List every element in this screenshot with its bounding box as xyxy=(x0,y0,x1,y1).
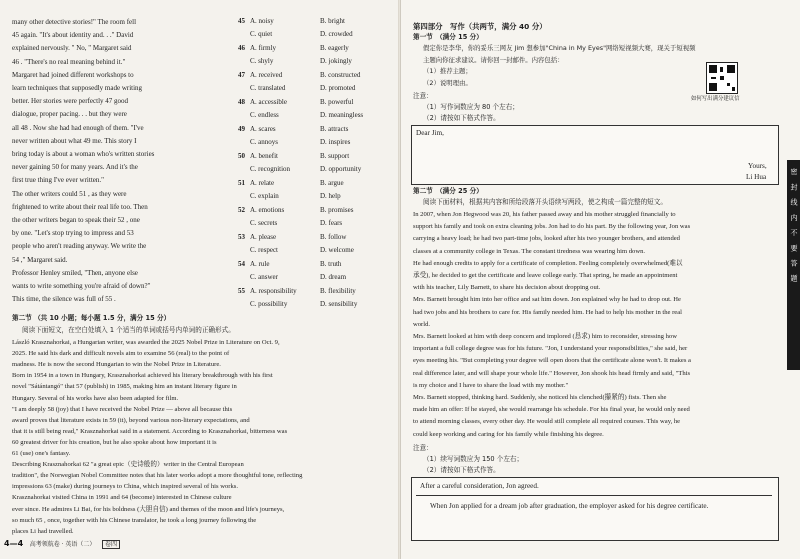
grammar-line: 2025. He said his dark and difficult novels aim to examine 56 (real) to the point of xyxy=(12,350,230,358)
story-line: important a full college degree was for his future. "Jon, I understand your responsibilities," she said, her xyxy=(413,345,688,353)
option-c: C. shyly xyxy=(250,57,274,65)
section2-instruction: 阅读下面短文，在空白处填入 1 个适当的单词或括号内单词的正确形式。 xyxy=(22,326,235,334)
option-c: C. endless xyxy=(250,111,279,119)
grammar-line: ever since. He admires Li Bai, for his boldness (大胆自信) and themes of the moon and life's journeys, xyxy=(12,505,285,513)
story-line: classes at a community college in Texas. The constant tiredness was wearing him down. xyxy=(413,247,646,255)
cloze-line: never gaining 50 for many years. And it's the xyxy=(12,163,138,172)
option-d: D. welcome xyxy=(320,246,354,254)
option-number: 47 xyxy=(238,71,245,79)
option-number: 54 xyxy=(238,260,245,268)
cloze-line: 46 . "There's no real meaning behind it." xyxy=(12,57,126,66)
box-divider xyxy=(416,495,772,496)
option-number: 49 xyxy=(238,125,245,133)
part4-heading: 第四部分 写作（共两节，满分 40 分） xyxy=(413,22,547,31)
s2-note-2: （2）请按如下格式作答。 xyxy=(423,466,500,474)
option-d: D. jokingly xyxy=(320,57,352,65)
grammar-line: "I am deeply 58 (joy) that I have received the Nobel Prize — above all because this xyxy=(12,405,233,413)
option-a: A. noisy xyxy=(250,17,274,25)
qr-caption: 如何写出满分建议信 xyxy=(691,96,740,102)
option-number: 45 xyxy=(238,17,245,25)
grammar-line: Krasznahorkai visited China in 1991 and 64 (become) interested in Chinese culture xyxy=(12,494,232,502)
story-line: made him an offer: If he stayed, she would rearrange his schedule. For his final year, he would only need xyxy=(413,406,690,414)
footer-title: 高考领航卷 · 英语（二） xyxy=(29,541,96,548)
box-line-2: When Jon applied for a dream job after graduation, the employer asked for his degree certificate. xyxy=(430,502,709,510)
grammar-line: László Krasznahorkai, a Hungarian writer, was awarded the 2025 Nobel Prize in Literature on Oct. 9, xyxy=(12,339,280,346)
option-b: B. promises xyxy=(320,206,354,214)
option-a: A. scares xyxy=(250,125,276,133)
story-line: could keep working and caring for his family while finishing his degree. xyxy=(413,430,604,438)
story-line: world. xyxy=(413,320,431,328)
grammar-line: Hungary. Several of his works have also been adapted for film. xyxy=(12,394,179,402)
story-line: had two jobs and his brothers to care for. His family needed him. He had to help his mother in the real xyxy=(413,308,682,316)
story-line: eyes meeting his. "But completing your degree will open doors that the certificate alone won't. It makes a xyxy=(413,357,691,365)
story-line: carrying a heavy load; he had two part-time jobs, looked after his two younger brothers, and attended xyxy=(413,235,680,243)
option-number: 46 xyxy=(238,44,245,52)
grammar-line: award proves that literature exists in 59 (it), beyond various non-literary expectations, and xyxy=(12,416,250,424)
option-c: C. answer xyxy=(250,273,278,281)
seal-line-tab xyxy=(787,160,800,370)
option-number: 48 xyxy=(238,98,245,106)
story-line: In 2007, when Jon Hegwood was 20, his father passed away and his mother struggled financially to xyxy=(413,211,676,218)
option-a: A. responsibility xyxy=(250,287,297,295)
continuation-answer-box[interactable] xyxy=(411,477,779,541)
section2-heading: 第二节 （共 10 小题；每小题 1.5 分，满分 15 分） xyxy=(12,314,171,322)
grammar-line: places Li had travelled. xyxy=(12,527,74,535)
option-c: C. quiet xyxy=(250,30,273,38)
cloze-line: many other detective stories!" The room fell xyxy=(12,18,137,26)
option-b: B. truth xyxy=(320,260,342,268)
option-a: A. benefit xyxy=(250,152,278,160)
story-line: to attend morning classes, every other day. He would still complete all required courses. This way, he xyxy=(413,418,681,426)
cloze-line: the other writers began to speak their 52 , one xyxy=(12,216,140,224)
right-page xyxy=(400,0,800,559)
letter-closing: Yours, xyxy=(748,162,767,170)
s2-note-1: （1）续写词数应为 150 个左右； xyxy=(423,455,524,463)
option-d: D. help xyxy=(320,192,341,200)
letter-greeting: Dear Jim, xyxy=(416,129,444,137)
note-label-2: 注意： xyxy=(413,444,433,452)
option-b: B. flexibility xyxy=(320,287,356,295)
story-line: support his family and took on extra cleaning jobs. Jon had to do his part. By the following year, Jon was xyxy=(413,223,691,231)
cloze-line: 54 ," Margaret said. xyxy=(12,255,68,264)
story-line: is my choice and I have to share the load with my mother." xyxy=(413,381,569,389)
s1-note-1: （1）写作词数应为 80 个左右； xyxy=(423,103,519,111)
option-number: 50 xyxy=(238,152,245,160)
option-a: A. firmly xyxy=(250,44,277,52)
story-line: He had enough credits to apply for a certificate of completion. Feeling completely overwhelmed(难以 xyxy=(413,259,683,267)
option-c: C. recognition xyxy=(250,165,291,173)
option-b: B. powerful xyxy=(320,98,354,106)
grammar-line: madness. He is now the second Hungarian to win the Nobel Prize in Literature. xyxy=(12,361,221,369)
grammar-line: impressions 63 (make) during journeys to China, which inspired several of his works. xyxy=(12,483,238,491)
option-d: D. fears xyxy=(320,219,343,227)
grammar-line: Born in 1954 in a town in Hungary, Krasznahorkai achieved his literary breakthrough with his first xyxy=(12,372,273,380)
footer-badge: 卷四 xyxy=(102,540,120,549)
story-line: real difference later, and will shape your whole life." However, Jon shook his head firmly and said, "This xyxy=(413,369,691,377)
prompt-line: 假定你是李华，你的妥乐三网友 Jim 想参加"China in My Eyes"网络短视频大赛，现关于短视频 xyxy=(423,44,696,52)
seal-line-text: 密 封 线 内 不 要 答 题 xyxy=(790,168,798,285)
option-d: D. dream xyxy=(320,273,347,281)
grammar-line: tradition", the Norwegian Nobel Committee notes that his later works adopt a more thoughtful tone, reflecting xyxy=(12,472,303,480)
grammar-line: so much 65 , once, together with his Chinese translator, he took a long journey following the xyxy=(12,516,257,524)
cloze-line: by one. "Let's stop trying to impress and 53 xyxy=(12,229,134,238)
option-c: C. possibility xyxy=(250,300,288,308)
cloze-line: bring today is about a woman who's written stories xyxy=(12,150,155,158)
option-a: A. accessible xyxy=(250,98,287,106)
option-d: D. sensibility xyxy=(320,300,358,308)
prompt-line: 主题向你征求建议。请你回一封邮件。内容包括： xyxy=(423,55,564,64)
option-b: B. eagerly xyxy=(320,44,349,52)
cloze-line: The other writers could 51 , as they were xyxy=(12,189,127,198)
prompt-line: （1）推荐主题； xyxy=(423,67,472,75)
option-d: D. crowded xyxy=(320,30,353,38)
cloze-line: Professor Henley smiled, "Then, anyone else xyxy=(12,268,138,277)
cloze-line: people who aren't reading anyway. We write the xyxy=(12,242,147,251)
s1-note-2: （2）请按如下格式作答。 xyxy=(423,114,500,122)
cloze-line: all 48 . Now she had had enough of them. "I've xyxy=(12,123,144,132)
option-b: B. follow xyxy=(320,233,347,241)
cloze-line: Margaret had joined different workshops to xyxy=(12,70,134,79)
section2-instruction-right: 阅读下面材料，根据其内容和所给段落开头语续写两段，使之构成一篇完整的短文。 xyxy=(423,198,667,206)
section2-heading-right: 第二节 （满分 25 分） xyxy=(413,187,483,195)
cloze-line: learn techniques that supposedly made writing xyxy=(12,84,143,92)
option-d: D. opportunity xyxy=(320,165,362,173)
option-b: B. constructed xyxy=(320,71,361,79)
cloze-line: better. Her stories were perfectly 47 good xyxy=(12,97,129,106)
option-d: D. promoted xyxy=(320,84,356,92)
cloze-line: never written about what 49 me. This story I xyxy=(12,136,137,145)
story-line: Mrs. Barnett looked at him with deep concern and implored (恳求) him to reconsider, stressing how xyxy=(413,333,677,340)
option-a: A. received xyxy=(250,71,283,79)
story-line: 承受), he decided to get the certificate and leave college early. That spring, he made an appointment xyxy=(413,272,678,279)
option-number: 51 xyxy=(238,179,245,187)
cloze-line: dialogue, proper pacing. . . but they were xyxy=(12,110,127,119)
option-number: 53 xyxy=(238,233,245,241)
grammar-line: Describing Krasznahorkai 62 "a great epic（史诗般的）writer in the Central European xyxy=(12,461,244,469)
story-line: Mrs. Barnett stopped, thinking hard. Suddenly, she noticed his clenched(攥紧的) fists. Then she xyxy=(413,394,667,401)
page-footer xyxy=(4,539,120,548)
grammar-line: 60 greatest driver for his creation, but he also spoke about how important it is xyxy=(12,438,217,446)
box-line-1: After a careful consideration, Jon agreed. xyxy=(420,482,539,490)
story-line: Mrs. Barnett brought him into her office and sat him down. Jon explained why he had to drop out. He xyxy=(413,296,681,304)
option-d: D. meaningless xyxy=(320,111,364,119)
option-a: A. rule xyxy=(250,260,270,268)
cloze-line: wants to write something you're afraid of down?" xyxy=(12,282,151,290)
option-c: C. translated xyxy=(250,84,286,92)
cloze-line: frightened to write about their real life too. Then xyxy=(12,202,148,211)
qr-code-icon xyxy=(706,62,738,94)
grammar-line: novel "Sátántangó" that 57 (publish) in 1985, making him an instant literary figure in xyxy=(12,383,237,391)
option-c: C. explain xyxy=(250,192,279,200)
cloze-line: explained nervously. " No, " Margaret said xyxy=(12,44,132,53)
cloze-line: This time, the silence was full of 55 . xyxy=(12,295,116,304)
option-b: B. attracts xyxy=(320,125,349,133)
option-a: A. relate xyxy=(250,179,275,187)
grammar-line: 61 (use) one's fantasy. xyxy=(12,450,71,457)
grammar-line: that it is still being read," Krasznahorkai said in a statement. According to Krasznahorkai, bitterness was xyxy=(12,427,288,435)
story-line: with his teacher, Lily Barnett, to share his decision about dropping out. xyxy=(413,284,601,292)
option-a: A. emotions xyxy=(250,206,285,214)
prompt-line: （2）说明理由。 xyxy=(423,78,472,87)
letter-name: Li Hua xyxy=(746,173,767,181)
option-c: C. secrets xyxy=(250,219,278,227)
option-b: B. support xyxy=(320,152,350,160)
option-d: D. inspires xyxy=(320,138,351,146)
page-number: 4—4 xyxy=(4,539,24,548)
letter-answer-box[interactable] xyxy=(411,125,779,185)
note-label: 注意： xyxy=(413,92,433,100)
section1-heading: 第一节 （满分 15 分） xyxy=(413,33,483,41)
option-number: 55 xyxy=(238,287,245,295)
cloze-line: 45 again. "It's about identity and. . ." David xyxy=(12,31,134,40)
option-number: 52 xyxy=(238,206,245,214)
option-c: C. annoys xyxy=(250,138,278,146)
option-a: A. please xyxy=(250,233,277,241)
cloze-line: first true thing I've ever written." xyxy=(12,176,104,185)
option-c: C. respect xyxy=(250,246,278,254)
option-b: B. bright xyxy=(320,17,345,25)
option-b: B. argue xyxy=(320,179,344,187)
